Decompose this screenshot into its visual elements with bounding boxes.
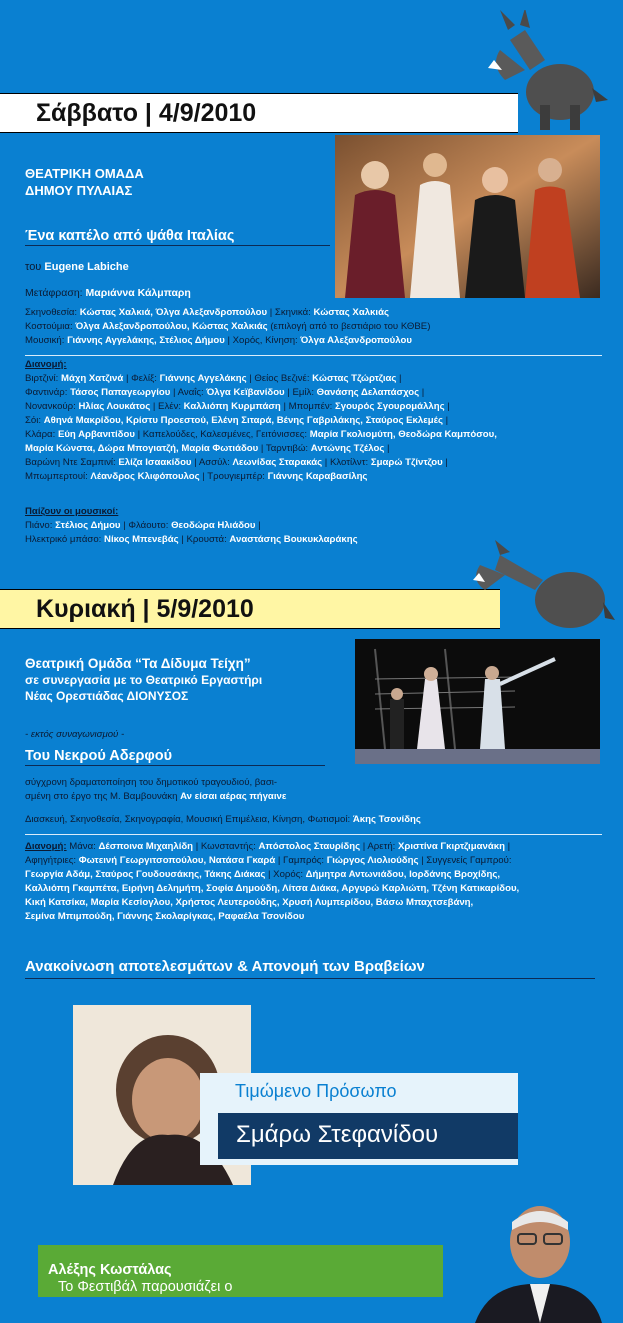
saturday-cast-name: Γιάννης Καραβασίλης — [267, 471, 368, 482]
sunday-cast-name: Απόστολος Σταυρίδης — [258, 841, 361, 852]
sunday-cast-line — [25, 882, 605, 896]
saturday-crew-name: Κώστας Χαλκιά, Όλγα Αλεξανδροπούλου — [79, 307, 268, 318]
saturday-cast-role: Νονανκούρ: — [25, 401, 79, 412]
saturday-cast-name: Γιάννης Αγγελάκης — [159, 373, 247, 384]
donkey-illustration-top — [470, 10, 610, 130]
saturday-crew-name: Όλγα Αλεξανδροπούλου — [300, 335, 412, 346]
saturday-cast-role: | Εμίλ: — [284, 387, 317, 398]
sunday-crew-label: Διασκευή, Σκηνοθεσία, Σκηνογραφία, Μουσική Επιμέλεια, Κίνηση, Φωτισμοί: — [25, 814, 351, 825]
saturday-date: Σάββατο | 4/9/2010 — [36, 99, 257, 127]
sunday-cast-role: Αφηγήτριες: — [25, 855, 79, 866]
saturday-cast-name: Θανάσης Δελαπάσχος — [316, 387, 420, 398]
saturday-cast-role: Φαντινάρ: — [25, 387, 71, 398]
sunday-cast-line — [25, 854, 605, 868]
saturday-crew — [25, 306, 623, 348]
sunday-cast-name: Δήμητρα Αντωνιάδου, Ιορδάνης Βροχίδης, — [305, 869, 501, 880]
saturday-musicians-role: Ηλεκτρικό μπάσο: — [25, 534, 105, 545]
presenter-name: Αλέξης Κωστάλας — [48, 1262, 172, 1278]
saturday-musicians-name: Αναστάσης Βουκυκλαράκης — [229, 534, 358, 545]
saturday-cast-name: Μαρία Κώνστα, Δώρα Μπογιατζή, Μαρία Φωτιάδου — [25, 443, 259, 454]
sunday-cast-name: Γεωργία Αδάμ, Σταύρος Γουδουσάκης, Τάκης Διάκας — [25, 869, 266, 880]
saturday-cast-name: Ελίζα Ισαακίδου — [118, 457, 192, 468]
saturday-cast-role: | Κλοτίλντ: — [322, 457, 371, 468]
sunday-cast-role: | Χορός: — [265, 869, 306, 880]
sunday-cast-name: Φωτεινή Γεωργιτσοπούλου, Νατάσα Γκαρά — [78, 855, 276, 866]
saturday-cast-role: Μπωμπερτουί: — [25, 471, 91, 482]
saturday-cast-role: | Φελίξ: — [123, 373, 160, 384]
honored-label: Τιμώμενο Πρόσωπο — [235, 1081, 397, 1101]
sunday-description — [25, 776, 623, 804]
saturday-group — [25, 165, 623, 199]
saturday-crew-role: (επιλογή από το βεστιάριο του ΚΘΒΕ) — [267, 321, 431, 332]
saturday-cast-line — [25, 428, 623, 442]
saturday-musicians-name: Στέλιος Δήμου — [55, 520, 121, 531]
out-of-competition: - εκτός συναγωνισμού - — [25, 729, 125, 740]
description-line1: σύγχρονη δραματοποίηση του δημοτικού τραγουδιού, βασι- — [25, 777, 278, 788]
saturday-musicians-role: Πιάνο: — [25, 520, 56, 531]
sunday-cast-line — [25, 868, 605, 882]
sunday-date: Κυριακή | 5/9/2010 — [36, 595, 254, 623]
donkey-illustration-middle — [465, 540, 615, 640]
sunday-divider — [25, 834, 602, 835]
saturday-cast-heading: Διανομή: — [25, 359, 67, 370]
saturday-crew-role: | Σκηνικά: — [267, 307, 314, 318]
sunday-play-title-block — [25, 748, 325, 766]
saturday-divider — [25, 355, 602, 356]
sunday-crew-name: Άκης Τσονίδης — [352, 814, 421, 825]
sunday-cast-role: | Κωνσταντής: — [193, 841, 259, 852]
saturday-cast-role: | Τρουγιεμπέρ: — [199, 471, 268, 482]
sunday-cast — [25, 840, 605, 924]
saturday-musicians-name: Θεοδώρα Ηλιάδου — [171, 520, 256, 531]
presenter-prefix: Το Φεστιβάλ παρουσιάζει ο — [58, 1279, 233, 1295]
saturday-cast-role: | — [442, 415, 449, 426]
translation-label: Μετάφραση: — [25, 287, 83, 299]
sunday-play-title: Του Νεκρού Αδερφού — [25, 748, 325, 766]
saturday-group-line2: ΔΗΜΟΥ ΠΥΛΑΙΑΣ — [25, 183, 133, 198]
saturday-cast-role: Βαρώνη Ντε Σαμπινί: — [25, 457, 119, 468]
saturday-cast-role: | — [419, 387, 425, 398]
author-prefix: του — [25, 261, 42, 273]
translation-name: Μαριάννα Κάλμπαρη — [85, 287, 191, 299]
saturday-crew-name: Γιάννης Αγγελάκης, Στέλιος Δήμου — [67, 335, 225, 346]
sunday-group-line2: σε συνεργασία με το Θεατρικό Εργαστήρι — [25, 673, 263, 687]
honored-name-bar — [218, 1113, 518, 1159]
saturday-musicians-role: | Κρουστά: — [178, 534, 230, 545]
saturday-cast-role: | — [384, 443, 390, 454]
sunday-cast-role: | — [504, 841, 511, 852]
musicians-heading: Παίζουν οι μουσικοί: — [25, 506, 119, 517]
saturday-crew-name: Κώστας Χαλκιάς — [313, 307, 389, 318]
sunday-cast-role: Μάνα: — [66, 841, 99, 852]
saturday-cast-role: Βιρτζινί: — [25, 373, 61, 384]
saturday-musicians-role: | Φλάουτο: — [120, 520, 172, 531]
saturday-cast-role: | Ελέν: — [150, 401, 184, 412]
awards-announcement: Ανακοίνωση αποτελεσμάτων & Απονομή των Βραβείων — [25, 958, 595, 979]
sunday-cast-line — [25, 910, 605, 924]
saturday-musicians-role: | — [255, 520, 261, 531]
saturday-translation-line — [25, 286, 623, 300]
sunday-cast-name: Κική Κατσίκα, Μαρία Κεσίογλου, Χρήστος Λευτερούδης, Χρυσή Λυμπερίδου, Βάσω Μπαχτσεβάνη, — [25, 897, 474, 908]
saturday-cast-role: | Μπομπέν: — [280, 401, 335, 412]
sunday-group — [25, 655, 623, 704]
saturday-crew-name: Όλγα Αλεξανδροπούλου, Κώστας Χαλκιάς — [75, 321, 268, 332]
presenter-photo — [470, 1192, 605, 1323]
saturday-cast-role: | — [442, 457, 448, 468]
saturday-cast-role: Σόι: — [25, 415, 44, 426]
saturday-cast-role: | Καπελούδες, Καλεσμένες, Γειτόνισσες: — [134, 429, 310, 440]
saturday-cast-name: Εύη Αρβανιτίδου — [57, 429, 135, 440]
saturday-cast-name: Αθηνά Μακρίδου, Κρίστυ Προεστού, Ελένη Σιταρά, Βένης Γαβριλάκης, Σταύρος Εκλεμές — [43, 415, 443, 426]
saturday-crew-line — [25, 306, 623, 320]
honored-name: Σμάρω Στεφανίδου — [236, 1121, 439, 1148]
saturday-cast-role: | Ταρντιβώ: — [258, 443, 311, 454]
saturday-date-band — [0, 93, 518, 133]
saturday-cast-role: | — [396, 373, 402, 384]
saturday-crew-role: Κοστούμια: — [25, 321, 76, 332]
saturday-cast-name: Τάσος Παπαγεωργίου — [70, 387, 171, 398]
saturday-cast-name: Σμαρώ Τζίντζου — [370, 457, 443, 468]
saturday-cast-line — [25, 470, 623, 484]
saturday-cast-line — [25, 386, 623, 400]
saturday-cast-line — [25, 456, 623, 470]
saturday-crew-line — [25, 334, 623, 348]
saturday-cast-role: | Αναΐς: — [170, 387, 207, 398]
saturday-cast-line — [25, 372, 623, 386]
saturday-play-title: Ένα καπέλο από ψάθα Ιταλίας — [25, 228, 330, 246]
saturday-cast-name: Ηλίας Λουκάτος — [78, 401, 151, 412]
saturday-cast-name: Μάχη Χατζινά — [60, 373, 124, 384]
saturday-cast — [25, 358, 623, 484]
sunday-cast-role: | Γαμπρός: — [275, 855, 327, 866]
saturday-cast-name: Μαρία Γκολιομύτη, Θεοδώρα Καμπόσου, — [309, 429, 497, 440]
saturday-crew-role: Μουσική: — [25, 335, 68, 346]
saturday-cast-name: Όλγα Κεϊβανίδου — [206, 387, 285, 398]
sunday-date-band — [0, 589, 500, 629]
saturday-cast-name: Σγουρός Σγουρομάλλης — [334, 401, 445, 412]
saturday-play-title-block — [25, 228, 330, 246]
saturday-cast-name: Αντώνης Τζέλος — [310, 443, 385, 454]
sunday-cast-name: Καλλιόπη Γκαμπέτα, Ειρήνη Δελημήτη, Σοφία Δημούδη, Λίτσα Διάκα, Αργυρώ Καρλιώτη, Τζένη Κατικαρίδου, — [25, 883, 520, 894]
saturday-cast-name: Λέανδρος Κλιφόπουλος — [90, 471, 200, 482]
sunday-cast-heading: Διανομή: — [25, 841, 67, 852]
saturday-crew-role: Σκηνοθεσία: — [25, 307, 80, 318]
saturday-cast-role: | Θείος Βεζινέ: — [246, 373, 313, 384]
saturday-crew-role: | Χορός, Κίνηση: — [224, 335, 301, 346]
sunday-cast-role: | Συγγενείς Γαμπρού: — [418, 855, 512, 866]
saturday-musicians-name: Νίκος Μπενεβάς — [104, 534, 179, 545]
sunday-cast-name: Σεμίνα Μπιμπούδη, Γιάννης Σκολαρίγκας, Ραφαέλα Τσονίδου — [25, 911, 305, 922]
sunday-group-line3: Νέας Ορεστιάδας ΔΙΟΝΥΣΟΣ — [25, 689, 189, 703]
saturday-crew-line — [25, 320, 623, 334]
saturday-cast-role: | — [444, 401, 450, 412]
description-line2: σμένη στο έργο της Μ. Βαμβουνάκη — [25, 791, 178, 802]
sunday-cast-line — [67, 841, 511, 852]
saturday-cast-role: Κλάρα: — [25, 429, 58, 440]
presenter-bar — [38, 1245, 443, 1297]
sunday-cast-name: Χριστίνα Γκιρτζιμανάκη — [398, 841, 505, 852]
sunday-cast-name: Γιώργος Λιολιούδης — [326, 855, 419, 866]
description-work: Αν είσαι αέρας πήγαινε — [180, 791, 287, 802]
saturday-cast-role: | Ασσύλ: — [191, 457, 233, 468]
saturday-group-line1: ΘΕΑΤΡΙΚΗ ΟΜΑΔΑ — [25, 166, 144, 181]
sunday-group-line1: Θεατρική Ομάδα “Τα Δίδυμα Τείχη” — [25, 656, 251, 671]
author-name: Eugene Labiche — [44, 261, 129, 273]
saturday-cast-name: Λεωνίδας Σταρακάς — [232, 457, 323, 468]
sunday-cast-line — [25, 896, 605, 910]
sunday-cast-name: Δέσποινα Μιχαηλίδη — [98, 841, 194, 852]
sunday-crew — [25, 813, 623, 827]
saturday-musicians-line — [25, 519, 623, 533]
saturday-cast-name: Καλλιόπη Κυρμπάση — [183, 401, 281, 412]
awards-block — [25, 958, 595, 979]
saturday-cast-name: Κώστας Τζώρτζιας — [312, 373, 397, 384]
saturday-author-line — [25, 260, 623, 274]
saturday-cast-line — [25, 414, 623, 428]
saturday-cast-line — [25, 442, 623, 456]
saturday-cast-line — [25, 400, 623, 414]
sunday-cast-role: | Αρετή: — [360, 841, 398, 852]
